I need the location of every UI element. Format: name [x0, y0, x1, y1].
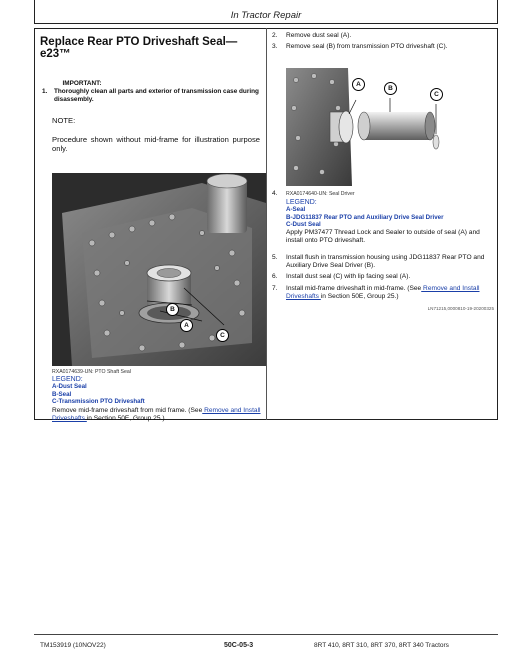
- legend-item: A-Seal: [286, 206, 306, 214]
- step-item: [272, 32, 494, 40]
- important-text: Thoroughly clean all parts and exterior of transmission case during disassembly.: [54, 88, 259, 103]
- footer-divider: [34, 634, 498, 635]
- step-text: [40, 407, 264, 424]
- seal-driver-photo: [286, 68, 450, 186]
- note-text: Procedure shown without mid-frame for illustration purpose only.: [52, 135, 260, 153]
- step-text: Remove dust seal (A).: [286, 32, 352, 39]
- callout-a: A: [180, 319, 193, 332]
- step-number: 2.: [272, 32, 278, 39]
- column-divider: [266, 28, 267, 420]
- legend-title: LEGEND:: [52, 376, 83, 383]
- step-item: [272, 190, 494, 198]
- step-4-text: Apply PM37477 Thread Lock and Sealer to outside of seal (A) and install onto PTO driveshaft.: [286, 228, 480, 245]
- step-text: Install dust seal (C) with lip facing seal (A).: [286, 273, 411, 281]
- legend-item: C-Transmission PTO Driveshaft: [52, 398, 145, 405]
- left-legend: [40, 376, 264, 406]
- step-number: 5.: [272, 253, 278, 261]
- note-label: NOTE:: [52, 116, 76, 125]
- reference-code: LN71215,0000810-19-20200325: [427, 305, 494, 311]
- legend-item: A-Dust Seal: [52, 383, 87, 390]
- legend-item: B-Seal: [52, 390, 72, 398]
- step-number: 7.: [272, 284, 278, 292]
- footer-models: 8RT 410, 8RT 310, 8RT 370, 8RT 340 Tractors: [314, 642, 449, 649]
- step-item: [272, 285, 494, 302]
- legend-title: LEGEND:: [286, 199, 317, 207]
- step-prefix: Remove mid-frame driveshaft from mid frame. (See: [52, 406, 203, 414]
- seal-driver-illustration: [286, 68, 450, 186]
- right-legend: [272, 199, 494, 229]
- right-column: [272, 32, 494, 311]
- callout-b: B: [384, 82, 397, 95]
- step-item: [272, 273, 494, 281]
- photo-caption: RXA0174639-UN: PTO Shaft Seal: [52, 369, 131, 375]
- step-number: 4.: [272, 189, 278, 197]
- callout-b: B: [166, 303, 179, 316]
- left-column: [40, 32, 264, 423]
- photo-caption: RXA0174640-UN: Seal Driver: [286, 190, 355, 197]
- step-number: 6.: [272, 273, 278, 281]
- callout-a: A: [352, 78, 365, 91]
- step-number: 3.: [272, 43, 278, 51]
- remove-install-driveshafts-link[interactable]: Remove and Install Driveshafts: [52, 406, 261, 422]
- procedure-title: Replace Rear PTO Driveshaft Seal—e23™: [40, 36, 238, 60]
- step-text: Install flush in transmission housing using JDG11837 Rear PTO and Auxiliary Drive Seal Driver (B).: [286, 253, 485, 269]
- important-label: IMPORTANT:: [62, 80, 102, 87]
- remove-install-driveshafts-link[interactable]: Remove and Install Driveshafts: [286, 284, 480, 301]
- step-suffix: in Section 50E, Group 25.): [86, 414, 165, 422]
- step-text: Remove seal (B) from transmission PTO driveshaft (C).: [286, 43, 448, 51]
- step-suffix: in Section 50E, Group 25.): [320, 293, 399, 301]
- callout-c: C: [216, 329, 229, 342]
- step-7-text: [286, 285, 494, 302]
- footer-page-number: 50C-05-3: [224, 642, 254, 649]
- important-number: 1.: [42, 88, 48, 95]
- step-prefix: Install mid-frame driveshaft in mid-frame. (See: [286, 284, 422, 292]
- section-header: In Tractor Repair: [230, 10, 302, 21]
- pto-shaft-seal-photo: [52, 173, 266, 366]
- legend-item: C-Dust Seal: [286, 221, 321, 229]
- step-item: [272, 43, 494, 51]
- transmission-housing-illustration: [52, 173, 266, 366]
- legend-item: B-JDG11837 Rear PTO and Auxiliary Drive Seal Driver: [286, 213, 444, 221]
- step-item: [272, 254, 494, 271]
- important-item: [40, 88, 264, 104]
- callout-c: C: [430, 88, 443, 101]
- footer-doc-id: TM153919 (10NOV22): [40, 642, 106, 649]
